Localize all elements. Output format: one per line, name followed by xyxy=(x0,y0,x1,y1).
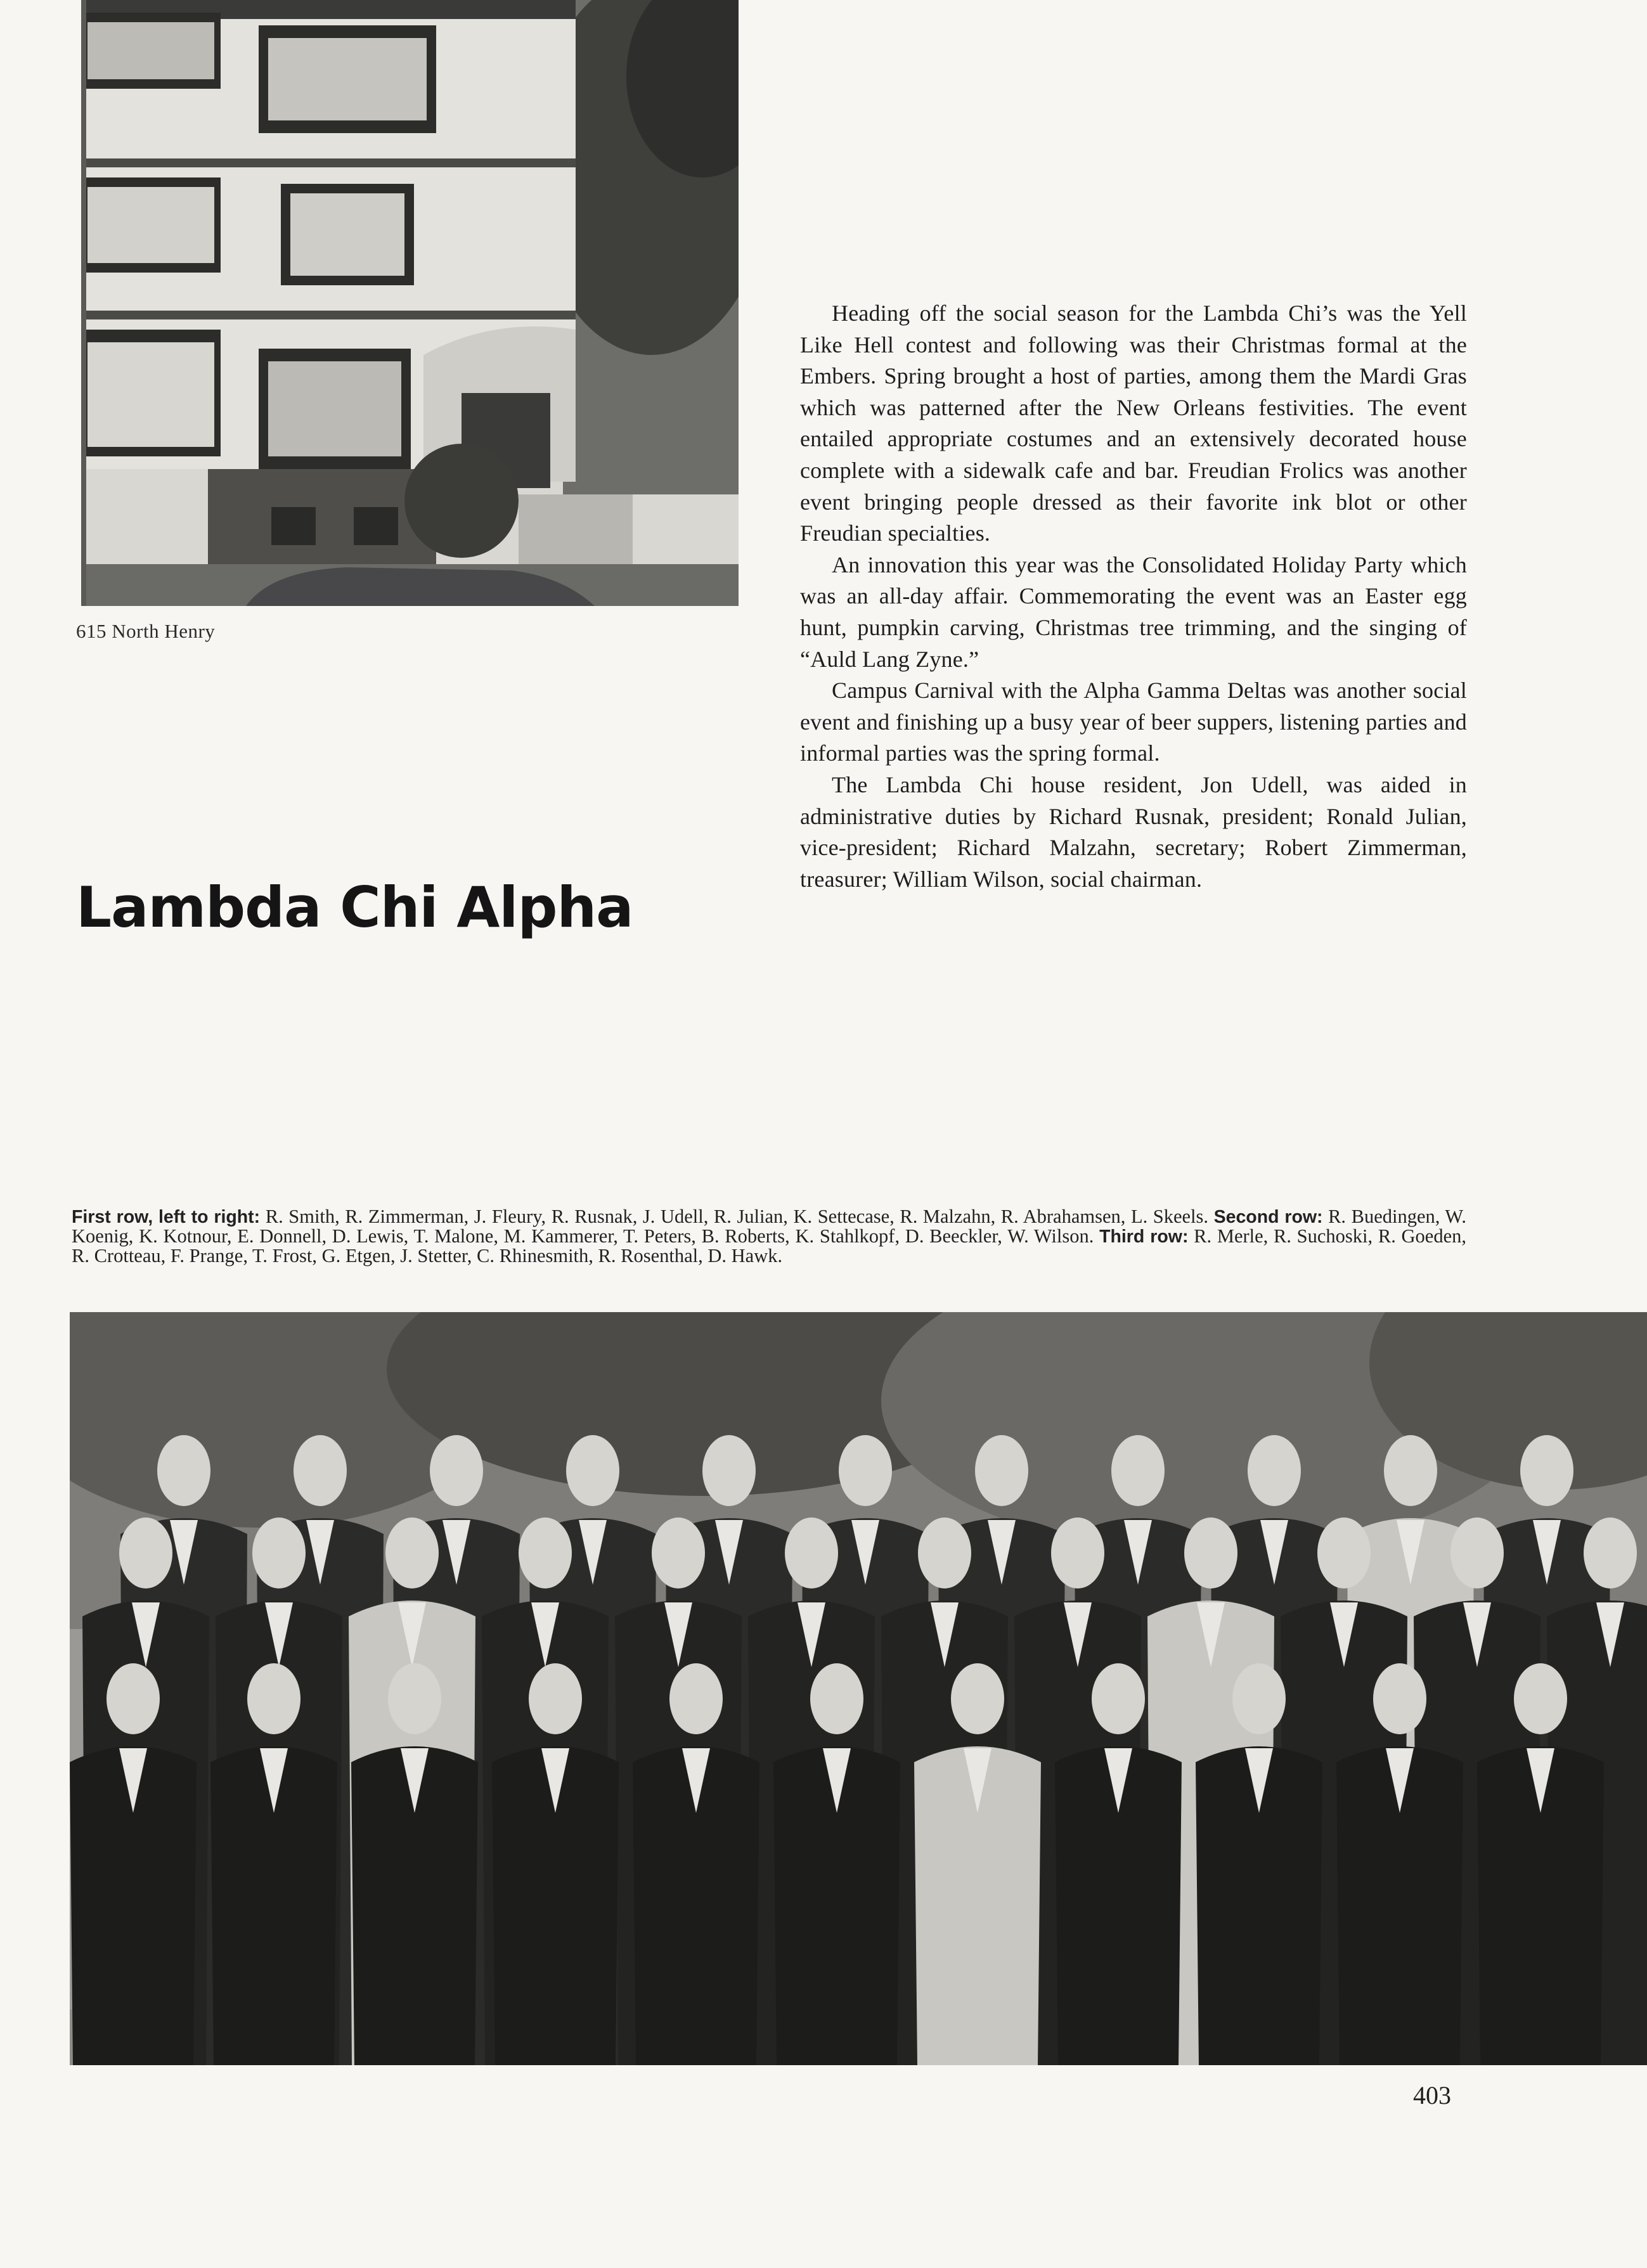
page-number: 403 xyxy=(1413,2081,1451,2110)
photo-caption: 615 North Henry xyxy=(76,620,216,642)
page-title: Lambda Chi Alpha xyxy=(76,875,633,940)
third-row-names: R. Merle, R. Suchoski, R. Goeden, R. Crotteau, F. Prange, T. Frost, G. Etgen, J. Stetter, C. Rhinesmith, R. Rosenthal, D. Hawk. xyxy=(72,1225,1466,1266)
first-row-names: R. Smith, R. Zimmerman, J. Fleury, R. Rusnak, J. Udell, R. Julian, K. Settecase, R. Malzahn, R. Abrahamsen, L. Skeels. xyxy=(260,1206,1214,1227)
article-body xyxy=(800,298,1467,895)
first-row-label: First row, left to right: xyxy=(72,1207,261,1227)
second-row-names: R. Buedingen, W. Koenig, K. Kotnour, E. Donnell, D. Lewis, T. Malone, M. Kammerer, T. Peters, B. Roberts, K. Stahlkopf, D. Beeckler, W. Wilson. xyxy=(72,1206,1467,1247)
third-row-label: Third row: xyxy=(1099,1227,1189,1247)
article-paragraph: The Lambda Chi house resident, Jon Udell, was aided in administrative duties by Richard Rusnak, president; Ronald Julian, vice-president; Richard Malzahn, secretary; Robert Zimmerman, treasurer; William Wilson, social chairman. xyxy=(800,771,1467,892)
house-photo xyxy=(81,0,739,606)
second-row-label: Second row: xyxy=(1213,1207,1323,1227)
article-paragraph: Heading off the social season for the Lambda Chi’s was the Yell Like Hell contest and following was their Christmas formal at the Embers. Spring brought a host of parties, among them the Mardi Gras which was patterned after the New Orleans festivities. The event entailed appropriate costumes and an extensively decorated house complete with a sidewalk cafe and bar. Freudian Frolics was another event bringing people dressed as their favorite ink blot or other Freudian specialties. xyxy=(800,300,1467,546)
group-photo-caption xyxy=(72,1207,1466,1265)
article-paragraph: Campus Carnival with the Alpha Gamma Deltas was another social event and finishing up a busy year of beer suppers, listening parties and informal parties was the spring formal. xyxy=(800,678,1467,766)
article-paragraph: An innovation this year was the Consolidated Holiday Party which was an all-day affair. Commemorating the event was an Easter egg hunt, pumpkin carving, Christmas tree trimming, and the singing of “Auld Lang Zyne.” xyxy=(800,551,1467,672)
group-photo xyxy=(70,1312,1647,2065)
